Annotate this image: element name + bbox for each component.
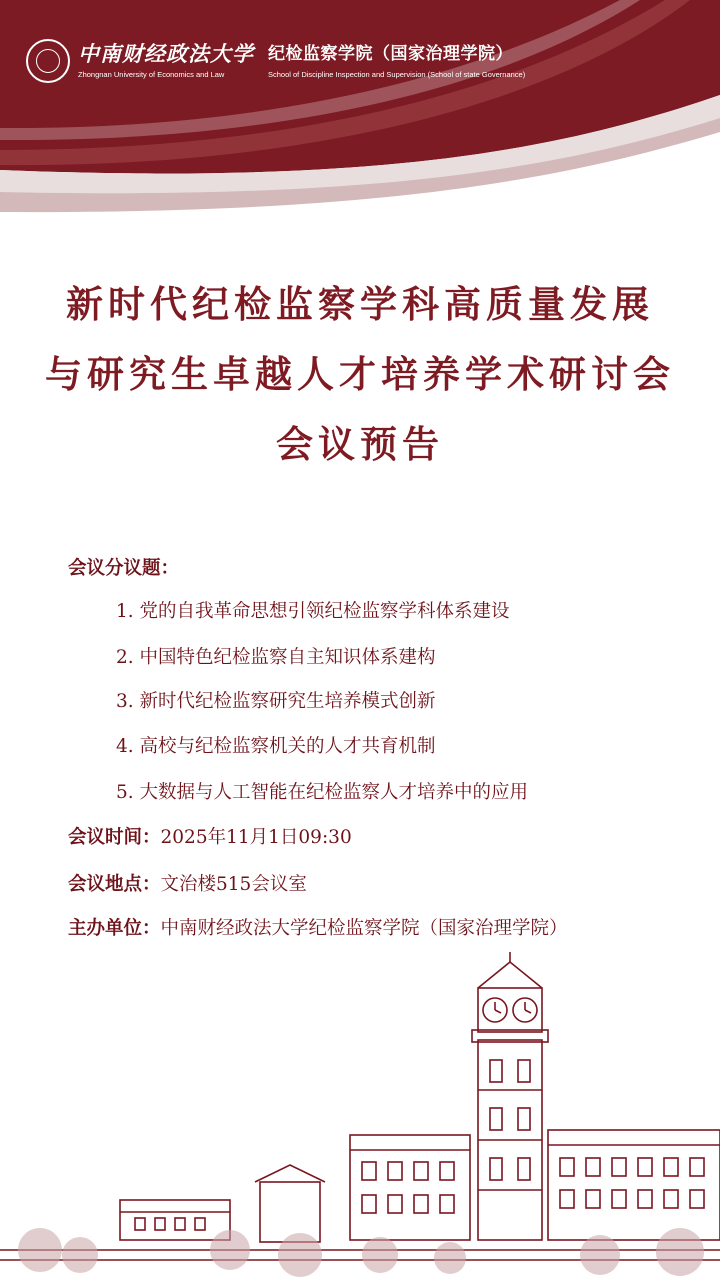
title-line-2: 与研究生卓越人才培养学术研讨会 (45, 352, 675, 396)
title-line-1: 新时代纪检监察学科高质量发展 (66, 282, 654, 326)
host-value: 中南财经政法大学纪检监察学院（国家治理学院） (160, 918, 568, 939)
meeting-place-row (68, 872, 688, 898)
meeting-place-value: 文治楼515会议室 (160, 874, 307, 895)
topic-item: 3. 新时代纪检监察研究生培养模式创新 (116, 691, 436, 712)
topics-label: 会议分议题： (68, 558, 180, 579)
topic-item: 4. 高校与纪检监察机关的人才共育机制 (116, 736, 436, 757)
header-swoosh-graphic (0, 0, 720, 230)
topic-item: 1. 党的自我革命思想引领纪检监察学科体系建设 (116, 601, 510, 622)
campus-clock-tower-illustration (0, 950, 720, 1280)
meeting-time-value: 2025年11月1日09:30 (160, 827, 352, 848)
meeting-time-row (68, 825, 688, 851)
topic-item: 5. 大数据与人工智能在纪检监察人才培养中的应用 (116, 782, 529, 803)
school-name-en: School of Discipline Inspection and Supervision (School of state Governance) (268, 70, 526, 79)
meeting-time-label: 会议时间： (68, 827, 161, 848)
host-label: 主办单位： (68, 918, 161, 939)
university-name-block (78, 42, 254, 80)
university-name-cn: 中南财经政法大学 (78, 41, 254, 66)
meeting-place-label: 会议地点： (68, 874, 161, 895)
header-banner (0, 0, 720, 230)
school-name-cn: 纪检监察学院（国家治理学院） (268, 44, 513, 64)
university-seal-icon (26, 39, 70, 83)
university-name-en: Zhongnan University of Economics and Law (78, 70, 225, 79)
logo-row (26, 36, 525, 86)
school-name-block (268, 42, 525, 80)
topic-item: 2. 中国特色纪检监察自主知识体系建构 (116, 647, 436, 668)
host-row (68, 916, 688, 942)
title-line-3: 会议预告 (276, 422, 444, 466)
